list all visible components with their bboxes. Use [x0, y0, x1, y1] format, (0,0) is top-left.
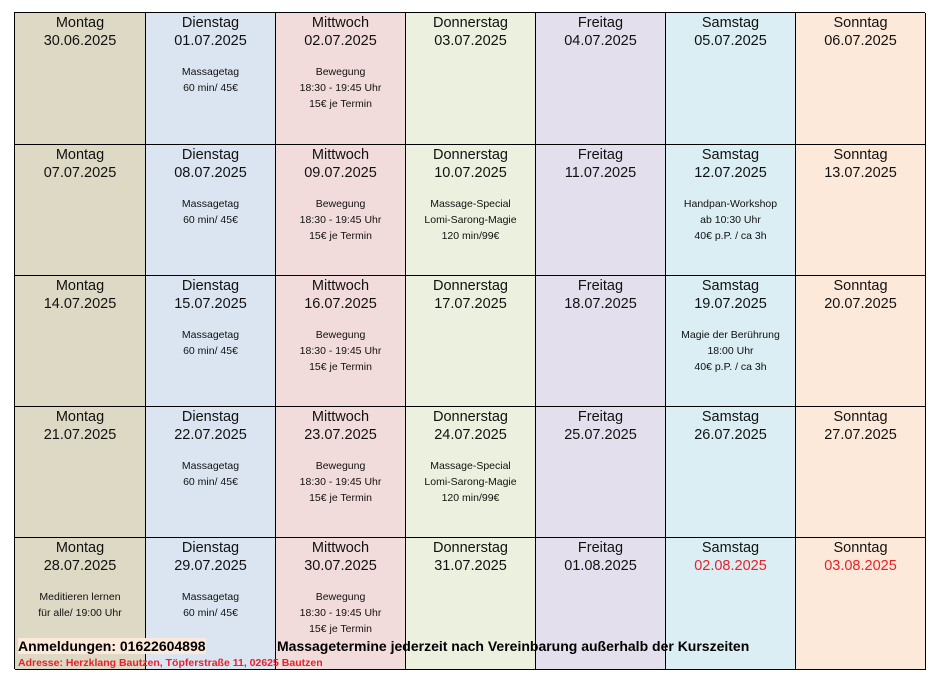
event-note — [146, 196, 275, 228]
event-note — [146, 458, 275, 490]
weekday-label: Sonntag — [833, 147, 888, 163]
event-note — [146, 589, 275, 621]
event-note-line: Handpan-Workshop — [683, 198, 778, 210]
weekday-label: Dienstag — [181, 278, 240, 294]
date-label: 06.07.2025 — [824, 33, 897, 49]
event-note-line: Massagetag — [181, 198, 240, 210]
date-label: 24.07.2025 — [434, 427, 507, 443]
date-label: 28.07.2025 — [43, 558, 117, 574]
weekday-label: Freitag — [577, 278, 624, 294]
event-note — [15, 589, 145, 621]
calendar-day-cell — [276, 276, 406, 407]
calendar-day-cell — [15, 276, 146, 407]
weekday-label: Montag — [55, 147, 105, 163]
event-note — [666, 327, 795, 375]
date-label: 09.07.2025 — [304, 165, 377, 181]
date-label: 18.07.2025 — [564, 296, 637, 312]
date-label: 01.07.2025 — [174, 33, 247, 49]
event-note-line: 18:30 - 19:45 Uhr — [299, 345, 382, 357]
event-note-line: 120 min/99€ — [441, 492, 500, 504]
event-note-line: für alle/ 19:00 Uhr — [38, 607, 122, 619]
event-note — [666, 196, 795, 244]
date-label: 01.08.2025 — [564, 558, 637, 574]
massage-appointment-note: Massagetermine jederzeit nach Vereinbarung außerhalb der Kurszeiten — [277, 638, 750, 654]
calendar-day-cell — [406, 276, 536, 407]
calendar-day-cell — [146, 145, 276, 276]
calendar-day-cell — [276, 13, 406, 145]
event-note-line: Bewegung — [315, 66, 366, 78]
weekday-label: Mittwoch — [311, 15, 370, 31]
date-label: 12.07.2025 — [694, 165, 767, 181]
weekday-label: Sonntag — [833, 409, 888, 425]
calendar-day-cell — [276, 145, 406, 276]
date-label: 19.07.2025 — [694, 296, 767, 312]
weekday-label: Freitag — [577, 409, 624, 425]
date-label: 31.07.2025 — [434, 558, 507, 574]
calendar-day-cell — [796, 538, 926, 670]
date-label: 03.07.2025 — [434, 33, 507, 49]
event-note-line: 18:30 - 19:45 Uhr — [299, 82, 382, 94]
calendar-day-cell — [666, 407, 796, 538]
event-note-line: 60 min/ 45€ — [183, 214, 238, 226]
event-note — [276, 327, 405, 375]
date-label: 20.07.2025 — [824, 296, 897, 312]
weekday-label: Freitag — [577, 540, 624, 556]
calendar-day-cell — [666, 276, 796, 407]
date-label: 22.07.2025 — [174, 427, 247, 443]
calendar-day-cell — [146, 13, 276, 145]
calendar-day-cell — [796, 145, 926, 276]
event-note-line: 18:30 - 19:45 Uhr — [299, 214, 382, 226]
date-label: 16.07.2025 — [304, 296, 377, 312]
weekday-label: Sonntag — [833, 278, 888, 294]
date-label: 05.07.2025 — [694, 33, 767, 49]
date-label: 02.07.2025 — [304, 33, 377, 49]
event-note-line: 18:30 - 19:45 Uhr — [299, 607, 382, 619]
date-label: 14.07.2025 — [43, 296, 117, 312]
date-label: 30.06.2025 — [43, 33, 117, 49]
event-note-line: Massagetag — [181, 460, 240, 472]
event-note-line: Massage-Special — [430, 460, 511, 472]
weekday-label: Montag — [55, 278, 105, 294]
weekday-label: Samstag — [701, 540, 760, 556]
event-note — [276, 196, 405, 244]
weekday-label: Mittwoch — [311, 147, 370, 163]
calendar-grid — [14, 12, 925, 669]
calendar-day-cell — [536, 145, 666, 276]
calendar-day-cell — [796, 407, 926, 538]
calendar-day-cell — [406, 13, 536, 145]
date-label: 21.07.2025 — [43, 427, 117, 443]
calendar-day-cell — [536, 407, 666, 538]
date-label: 07.07.2025 — [43, 165, 117, 181]
weekday-label: Samstag — [701, 278, 760, 294]
calendar-day-cell — [146, 276, 276, 407]
event-note-line: Magie der Berührung — [681, 329, 780, 341]
date-label: 30.07.2025 — [304, 558, 377, 574]
event-note-line: 15€ je Termin — [309, 98, 372, 110]
event-note-line: 15€ je Termin — [309, 361, 372, 373]
event-note-line: Bewegung — [315, 198, 366, 210]
event-note-line: Bewegung — [315, 591, 366, 603]
calendar-day-cell — [536, 13, 666, 145]
date-label: 23.07.2025 — [304, 427, 377, 443]
calendar-day-cell — [15, 407, 146, 538]
weekday-label: Mittwoch — [311, 540, 370, 556]
weekday-label: Donnerstag — [433, 147, 508, 163]
weekday-label: Donnerstag — [433, 409, 508, 425]
event-note-line: Lomi-Sarong-Magie — [424, 214, 517, 226]
calendar-day-cell — [15, 145, 146, 276]
calendar-day-cell — [406, 145, 536, 276]
event-note-line: 60 min/ 45€ — [183, 476, 238, 488]
event-note — [276, 64, 405, 112]
calendar-day-cell — [666, 13, 796, 145]
calendar-day-cell — [406, 407, 536, 538]
event-note-line: 120 min/99€ — [441, 230, 500, 242]
event-note — [406, 458, 535, 506]
event-note — [146, 64, 275, 96]
event-note-line: 60 min/ 45€ — [183, 82, 238, 94]
calendar-day-cell — [146, 407, 276, 538]
address-line: Adresse: Herzklang Bautzen, Töpferstraße 11, 02625 Bautzen — [18, 657, 323, 669]
weekday-label: Dienstag — [181, 540, 240, 556]
event-note — [406, 196, 535, 244]
weekday-label: Donnerstag — [433, 278, 508, 294]
event-note-line: 60 min/ 45€ — [183, 607, 238, 619]
calendar-day-cell — [796, 13, 926, 145]
event-note-line: Massagetag — [181, 66, 240, 78]
calendar-day-cell — [536, 276, 666, 407]
event-note — [276, 589, 405, 637]
date-label: 13.07.2025 — [824, 165, 897, 181]
weekday-label: Mittwoch — [311, 409, 370, 425]
date-label: 29.07.2025 — [174, 558, 247, 574]
event-note-line: ab 10:30 Uhr — [700, 214, 761, 226]
event-note-line: 60 min/ 45€ — [183, 345, 238, 357]
event-note-line: 40€ p.P. / ca 3h — [694, 230, 767, 242]
event-note-line: Bewegung — [315, 329, 366, 341]
calendar-day-cell — [666, 145, 796, 276]
weekday-label: Dienstag — [181, 409, 240, 425]
date-label: 25.07.2025 — [564, 427, 637, 443]
registration-phone: Anmeldungen: 01622604898 — [18, 638, 206, 654]
weekday-label: Montag — [55, 409, 105, 425]
weekday-label: Samstag — [701, 147, 760, 163]
weekday-label: Dienstag — [181, 147, 240, 163]
event-note-line: Massagetag — [181, 591, 240, 603]
event-note-line: 15€ je Termin — [309, 230, 372, 242]
date-label: 27.07.2025 — [824, 427, 897, 443]
weekday-label: Donnerstag — [433, 540, 508, 556]
event-note-line: Bewegung — [315, 460, 366, 472]
event-note-line: Massagetag — [181, 329, 240, 341]
event-note-line: 40€ p.P. / ca 3h — [694, 361, 767, 373]
event-note-line: 18:00 Uhr — [707, 345, 754, 357]
date-label: 11.07.2025 — [564, 165, 637, 181]
date-label: 03.08.2025 — [824, 558, 897, 574]
weekday-label: Sonntag — [833, 15, 888, 31]
event-note-line: 15€ je Termin — [309, 623, 372, 635]
event-note-line: Lomi-Sarong-Magie — [424, 476, 517, 488]
event-note-line: 15€ je Termin — [309, 492, 372, 504]
event-note-line: Massage-Special — [430, 198, 511, 210]
weekday-label: Sonntag — [833, 540, 888, 556]
event-note-line: 18:30 - 19:45 Uhr — [299, 476, 382, 488]
calendar-day-cell — [796, 276, 926, 407]
weekday-label: Montag — [55, 15, 105, 31]
weekday-label: Mittwoch — [311, 278, 370, 294]
weekday-label: Freitag — [577, 147, 624, 163]
weekday-label: Montag — [55, 540, 105, 556]
calendar-day-cell — [276, 407, 406, 538]
weekday-label: Samstag — [701, 15, 760, 31]
weekday-label: Freitag — [577, 15, 624, 31]
date-label: 17.07.2025 — [434, 296, 507, 312]
weekday-label: Donnerstag — [433, 15, 508, 31]
calendar-day-cell — [15, 13, 146, 145]
date-label: 26.07.2025 — [694, 427, 767, 443]
date-label: 10.07.2025 — [434, 165, 507, 181]
event-note-line: Meditieren lernen — [39, 591, 121, 603]
date-label: 02.08.2025 — [694, 558, 767, 574]
date-label: 15.07.2025 — [174, 296, 247, 312]
event-note — [276, 458, 405, 506]
weekday-label: Dienstag — [181, 15, 240, 31]
weekday-label: Samstag — [701, 409, 760, 425]
date-label: 04.07.2025 — [564, 33, 637, 49]
event-note — [146, 327, 275, 359]
date-label: 08.07.2025 — [174, 165, 247, 181]
